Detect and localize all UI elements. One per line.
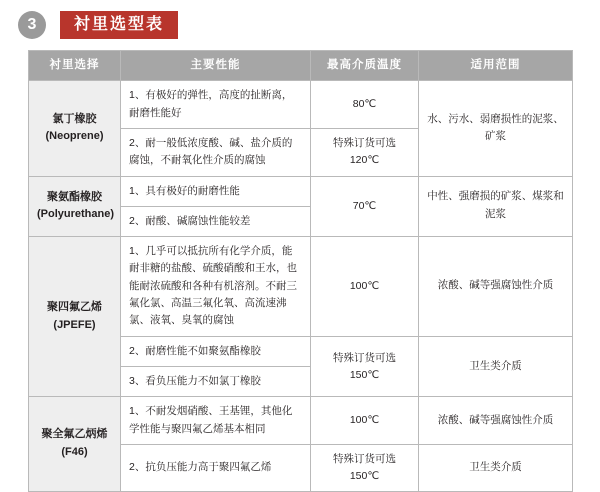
page-header <box>0 0 600 40</box>
table-row <box>29 237 573 337</box>
performance-cell: 1、几乎可以抵抗所有化学介质，能耐非糖的盐酸、硫酸硝酸和王水，也能耐浓硫酸和各种有机溶剂。不耐三氟化氯、高温三氟化氧、高流速沸氯、液氧、臭氧的腐蚀 <box>121 237 311 337</box>
performance-cell: 2、耐磨性能不如聚氨酯橡胶 <box>121 336 311 366</box>
table-header-row <box>29 51 573 81</box>
column-header-performance: 主要性能 <box>121 51 311 81</box>
lining-name-en: (JPEFE) <box>53 318 96 331</box>
lining-selection-table <box>28 50 573 492</box>
table-container <box>0 40 600 492</box>
page-title: 衬里选型表 <box>60 11 178 40</box>
scope-cell: 浓酸、碱等强腐蚀性介质 <box>419 237 573 337</box>
lining-name-cn: 氯丁橡胶 <box>52 112 97 125</box>
temperature-cell: 70℃ <box>311 176 419 237</box>
performance-cell: 2、耐酸、碱腐蚀性能较差 <box>121 206 311 236</box>
lining-name-en: (Polyurethane) <box>37 208 115 221</box>
scope-cell: 浓酸、碱等强腐蚀性介质 <box>419 397 573 445</box>
performance-cell: 2、抗负压能力高于聚四氟乙烯 <box>121 444 311 491</box>
table-row <box>29 176 573 206</box>
column-header-scope: 适用范围 <box>419 51 573 81</box>
lining-name-neoprene <box>29 81 121 176</box>
table-body <box>29 81 573 491</box>
temperature-cell: 80℃ <box>311 81 419 129</box>
step-number-badge: 3 <box>18 11 46 39</box>
scope-cell: 卫生类介质 <box>419 444 573 491</box>
performance-cell: 1、具有极好的耐磨性能 <box>121 176 311 206</box>
temperature-cell: 特殊订货可选150℃ <box>311 444 419 491</box>
performance-cell: 3、看负压能力不如氯丁橡胶 <box>121 367 311 397</box>
temperature-cell: 100℃ <box>311 397 419 445</box>
lining-name-en: (Neoprene) <box>45 130 104 143</box>
table-row <box>29 81 573 129</box>
lining-name-en: (F46) <box>61 445 88 458</box>
lining-name-cn: 聚全氟乙炳烯 <box>41 428 108 441</box>
scope-cell: 中性、强磨损的矿浆、煤浆和泥浆 <box>419 176 573 237</box>
table-row <box>29 397 573 445</box>
lining-name-polyurethane <box>29 176 121 237</box>
table-head <box>29 51 573 81</box>
lining-name-f46 <box>29 397 121 491</box>
column-header-max-temperature: 最高介质温度 <box>311 51 419 81</box>
temperature-cell: 特殊订货可选150℃ <box>311 336 419 397</box>
lining-name-cn: 聚氨酯橡胶 <box>47 190 102 203</box>
temperature-cell: 100℃ <box>311 237 419 337</box>
scope-cell: 卫生类介质 <box>419 336 573 397</box>
performance-cell: 2、耐一般低浓度酸、碱、盐介质的腐蚀，不耐氧化性介质的腐蚀 <box>121 128 311 176</box>
performance-cell: 1、有极好的弹性，高度的扯断离，耐磨性能好 <box>121 81 311 129</box>
scope-cell: 水、污水、弱磨损性的泥浆、矿浆 <box>419 81 573 176</box>
lining-name-ptfe <box>29 237 121 397</box>
lining-name-cn: 聚四氟乙烯 <box>47 301 102 314</box>
column-header-lining: 衬里选择 <box>29 51 121 81</box>
temperature-cell: 特殊订货可选120℃ <box>311 128 419 176</box>
performance-cell: 1、不耐发烟硝酸、王基锂，其他化学性能与聚四氟乙烯基本相同 <box>121 397 311 445</box>
